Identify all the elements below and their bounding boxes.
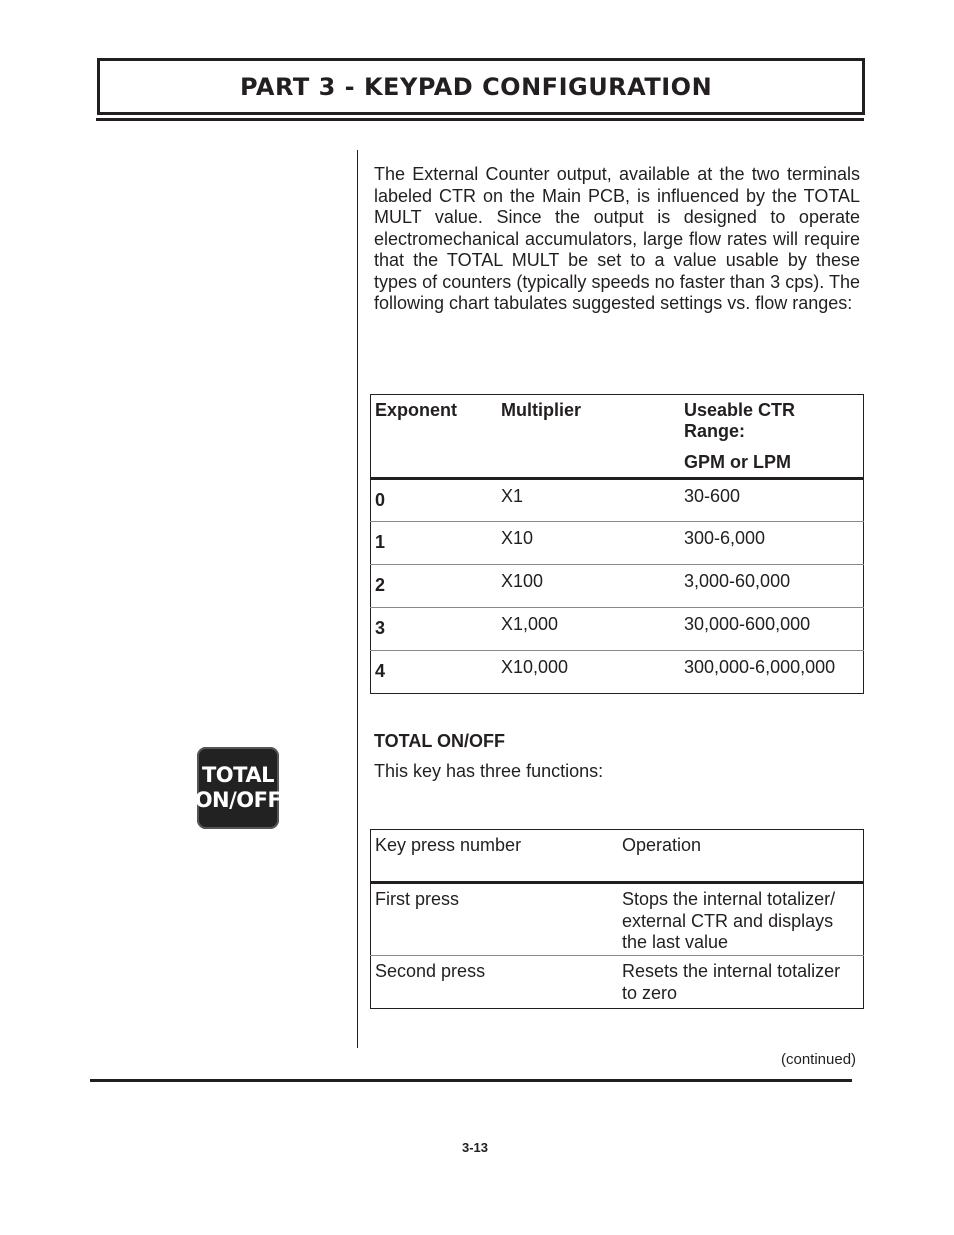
table-row — [371, 956, 864, 1009]
table-header-row — [371, 830, 864, 883]
range-cell: 3,000-60,000 — [684, 571, 791, 591]
header-ctr-range — [680, 395, 864, 479]
section-text: This key has three functions: — [374, 761, 604, 781]
key-press-table — [370, 829, 864, 1009]
header-range-unit: GPM or LPM — [684, 452, 791, 472]
operation-cell: Stops the internal totalizer/ external CTR and displays the last value — [622, 889, 836, 952]
page-number: 3-13 — [462, 1140, 489, 1155]
exponent-cell: 4 — [375, 661, 386, 681]
table-row — [371, 651, 864, 694]
header-operation: Operation — [622, 835, 702, 855]
multiplier-cell: X1 — [501, 486, 524, 506]
header-divider — [96, 118, 864, 121]
operation-cell: Resets the internal totalizer to zero — [622, 961, 841, 1003]
key-label-line2: ON/OFF — [194, 788, 282, 812]
header-key-press: Key press number — [375, 835, 522, 855]
key-press-cell: First press — [375, 889, 460, 909]
header-multiplier: Multiplier — [501, 400, 581, 420]
range-cell: 300,000-6,000,000 — [684, 657, 836, 677]
table-row — [371, 522, 864, 565]
column-divider — [357, 150, 358, 1048]
key-label-line1: TOTAL — [201, 763, 274, 787]
key-press-cell: Second press — [375, 961, 486, 981]
multiplier-cell: X1,000 — [501, 614, 559, 634]
table-row — [371, 565, 864, 608]
table-row — [371, 608, 864, 651]
intro-paragraph: The External Counter output, available at the two terminals labeled CTR on the Main PCB, is influenced by the TOTAL MULT value. Since the output is designed to operate electromechanical accumulators, large flow rates will require that the TOTAL MULT be set to a value usable by these types of counters (typically speeds no faster than 3 cps). The following chart tabulates suggested settings vs. flow ranges: — [374, 164, 860, 313]
table-row — [371, 479, 864, 522]
header-exponent: Exponent — [375, 400, 458, 420]
table-row — [371, 883, 864, 956]
section-heading: TOTAL ON/OFF — [374, 731, 505, 751]
multiplier-cell: X10 — [501, 528, 534, 548]
page-title: PART 3 - KEYPAD CONFIGURATION — [240, 72, 713, 101]
multiplier-cell: X100 — [501, 571, 544, 591]
total-mult-table — [370, 394, 864, 694]
footer-divider — [90, 1079, 852, 1082]
multiplier-cell: X10,000 — [501, 657, 569, 677]
header-range-label: Useable CTR Range: — [684, 400, 796, 441]
range-cell: 30,000-600,000 — [684, 614, 811, 634]
exponent-cell: 1 — [375, 532, 386, 552]
table-header-row — [371, 395, 864, 479]
exponent-cell: 3 — [375, 618, 386, 638]
continued-note: (continued) — [781, 1051, 857, 1068]
exponent-cell: 2 — [375, 575, 386, 595]
header-box — [97, 58, 865, 115]
total-on-off-key-icon — [194, 747, 282, 829]
exponent-cell: 0 — [375, 490, 386, 510]
range-cell: 300-6,000 — [684, 528, 766, 548]
range-cell: 30-600 — [684, 486, 741, 506]
